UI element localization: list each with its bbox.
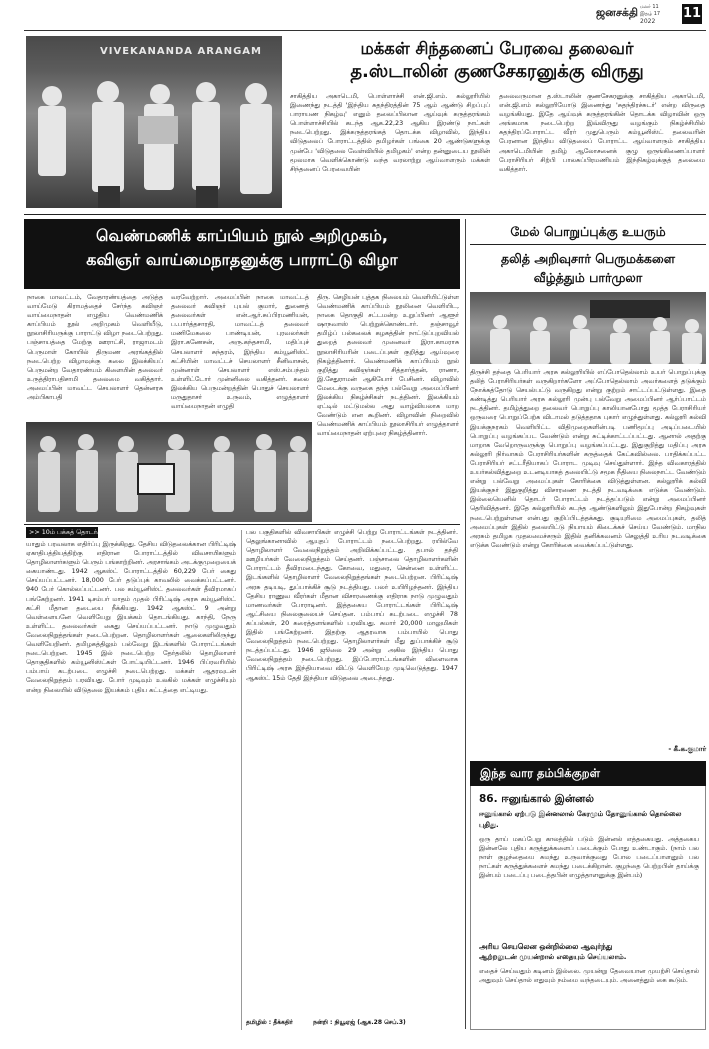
- story3-body: திருச்சி தந்தை பெரியார் அரசு கல்லூரியில் எப்போதெல்லாம் உயர் பொறுப்புக்கு தலித் பேராசிரியர்கள் வருகிறார்களோ அப்போதெல்லாம் அவர்களைத் தடுக்கும் நோக்கத்தோடு செயல்பட்டு வருகிறது என்று குற்றம் சாட்டப்பட்டுள்ளது. இதை கண்டித்து பெரியார் அரசு கல்லூரி முன்பு பல்வேறு அமைப்பினர் ஆர்ப்பாட்டம் நடத்தினர். தமிழ்த்துறை தலைவர் பொறுப்பு காலியானபோது மூத்த பேராசிரியர் ஒருவரை பொறுப்பேற்க விடாமல் தடுத்ததாக புகார் எழுந்துள்ளது. கல்லூரி கல்வி இயக்குநரகம் வெளியிட்ட விதிமுறைகளின்படி பணிமூப்பு அடிப்படையில் பொறுப்பு வழங்கப்பட வேண்டும் என்று சுட்டிக்காட்டப்பட்டது. ஆனால் அதற்கு மாறாக வேறொருவருக்கு பொறுப்பு வழங்கப்பட்டது. இதுகுறித்து மதிப்பு அரசு கல்லூரி நிர்வாகம் பேராசிரியர்களின் கருத்தைக் கேட்கவில்லை. பாதிக்கப்பட்ட பேராசிரியர் சட்டரீதியாகப் போராட முடிவு செய்துள்ளார். இந்த விவகாரத்தில் உயர்கல்வித்துறை உடனடியாகத் தலையிட்டு சமூக நீதியை நிலைநாட்ட வேண்டும் என்று பல்வேறு அமைப்புகள் கோரிக்கை விடுத்துள்ளன. கல்லூரிக் கல்வி இயக்குநர் இதுகுறித்து விசாரணை நடத்தி நடவடிக்கை எடுக்க வேண்டும். இல்லையெனில் தொடர் போராட்டம் நடத்தப்படும் என்று அமைப்பினர் தெரிவித்தனர். இதே கல்லூரியில் கடந்த ஆண்டுகளிலும் இதுபோன்ற நிகழ்வுகள் நடைபெற்றுள்ளன என்பது குறிப்பிடத்தக்கது. குடியுரிமை அமைப்புகள், தலித் அமைப்புகள் இதில் தலையிட்டு நியாயம் கிடைக்கச் செய்ய வேண்டும். மாநில அரசும் தமிழக முதலமைச்சரும் இதில் தனிக்கவனம் செலுத்தி உரிய நடவடிக்கை எடுக்க வேண்டும் என்று கோரிக்கை வைக்கப்பட்டுள்ளது.: [470, 368, 706, 549]
- issue-label: இதழ் 17: [640, 11, 661, 17]
- story3-headline: [470, 222, 706, 287]
- book-release-figures: [26, 422, 312, 522]
- continuation-marker: [26, 527, 106, 538]
- book-release-photo: [26, 422, 312, 522]
- header-rule: [24, 30, 706, 31]
- story2-column-3: திரு. செழியன் புத்தக நிலையம் வெளியிட்டுள்ள வெண்மணிக் காப்பியம் நூலினை வெளியிட, நாகை தொகுதி சட்டமன்ற உறுப்பினர் ஆளூர் ஷாநவாஸ் பெற்றுக்கொண்டார். தஞ்சாவூர் தமிழ்ப் பல்கலைக் கழகத்தின் நாட்டுப்புறவியல் துறைத் தலைவர் முனைவர் இரா.காமராசு நூலாசிரியரின் படைப்புகள் குறித்து ஆய்வுரை நிகழ்த்தினார். வெண்மணிக் காப்பியம் நூல் குறித்து கவிஞர்கள் சித்தார்த்தன், ராணா, இ.சேதுராமன் ஆகியோர் பேசினர். விழாவில் மேடைக்கு வருகை தந்த பல்வேறு அமைப்பினர் இலக்கிய நிகழ்ச்சிகள் நடத்தினர். இலக்கியம் ஏட்டில் மட்டுமல்ல அது வாழ்வியலாக மாற வேண்டும் என கூறினர். விழாவின் நிறைவில் வெண்மணிக் காப்பியம் நூலாசிரியர் எழுத்தாளர் வாய்மைநாதன் ஏற்புரை நிகழ்த்தினார்.: [317, 293, 459, 438]
- story3-byline: - கீ.க.குமார்: [668, 745, 706, 753]
- story3-headline-line1: மேல் பொறுப்புக்கு உயரும்: [470, 222, 706, 245]
- story3-headline-line3: வீழ்த்தும் பார்முலா: [533, 270, 643, 285]
- kural-title: 86. ஈனுங்கால் இன்னல்: [479, 793, 594, 805]
- continuation-credit: [246, 1019, 458, 1027]
- right-column-divider: [465, 219, 466, 1029]
- kural2-text: ஆற்றலுடன் முயன்றால் எதையும் செய்யலாம்.: [479, 953, 627, 961]
- story2-column-1: நாகை மாவட்டம், வேதாரண்யத்தை அடுத்த வாய்மேடு கிராமத்தைச் சேர்ந்த கவிஞர் வாய்மைநாதன் எழுதிய வெண்மணிக் காப்பியம் நூல் அறிமுகம் வெளியீடு, நூலாசிரியருக்கு பாராட்டு விழா நடைபெற்றது. பஞ்சாயத்தை மேற்கு ஊராட்சி, ராஜாமடம் பெருமாள் கோயில் திருமண அரங்கத்தில் நடைபெற்ற விழாவுக்கு கலை இலக்கியப் பெருமன்ற வேதாரண்யம் கிளையின் தலைவர் உருத்திராபதிசாமி தலைமை வகித்தார். அமைப்பின் மாவட்ட செயலாளர் தென்னரசு அம்பிகாபதி: [27, 293, 163, 402]
- masthead: ஜனசக்தி: [596, 6, 638, 19]
- credit-translation: தமிழில் : தீக்கதிர்: [246, 1019, 293, 1026]
- kural-explanation: ஒரு தாய் மகப்பேறு காலத்தில் படும் இன்னல் எத்தகையது. அத்தகைய இன்னலே புதிய கருத்துக்களைப் படைக்கும் போது உண்டாகும். (நாம் பல நாள் குழந்தையை சுமந்து உருவாக்குவது போல படைப்பாளனும் பல நாட்கள் கருத்துக்களைச் சுமந்து படைக்கிறான். குழந்தை பெற்றபின் தாய்க்கு இன்பம் படைப்பு படைத்தபின் எழுத்தாளனுக்கு இன்பம்): [479, 835, 699, 880]
- page-number: 11: [682, 6, 702, 21]
- continuation-marker-text: >> 10ம் பக்கத் தொடர்ச்சி: [29, 528, 106, 536]
- year-label: 2022: [640, 18, 656, 25]
- page-number-badge: [682, 4, 702, 24]
- continuation-column-2: பல பகுதிகளில் விவசாயிகள் எழுச்சி பெற்று போராட்டங்கள் நடத்தினர். தெலுங்கானாவில் ஆயுதப் போராட்டம் நடைபெற்றது. ரயில்வே தொழிலாளர் வேலைநிறுத்தம் அறிவிக்கப்பட்டது. தபால் தந்தி ஊழியர்கள் வேலைநிறுத்தம் செய்தனர். பஞ்சாலை தொழிலாளர்களின் போராட்டம் தீவிரமடைந்தது. கோவை, மதுரை, சென்னை உள்ளிட்ட இடங்களில் தொழிலாளர் வேலைநிறுத்தங்கள் நடைபெற்றன. பிரிட்டிஷ் அரசு தடியடி, துப்பாக்கிச் சூடு நடத்தியது. பலர் உயிரிழந்தனர். இந்திய தேசிய ராணுவ வீரர்கள் மீதான விசாரணைக்கு எதிராக நாடு முழுவதும் மாணவர்கள் போராடினர். இத்தகைய போராட்டங்கள் பிரிட்டிஷ் ஆட்சியை நிலைகுலையச் செய்தன. பம்பாய் கடற்படை எழுச்சி 78 கப்பல்கள், 20 கரைத்தளங்களில் பரவியது. சுமார் 20,000 மாலுமிகள் இதில் பங்கேற்றனர். இதற்கு ஆதரவாக பம்பாயில் பொது வேலைநிறுத்தம் நடைபெற்றது. தொழிலாளர்கள் மீது துப்பாக்கிச் சூடு நடத்தப்பட்டது. 1946 ஜூலை 29 அன்று அகில இந்திய பொது வேலைநிறுத்தம் நடைபெற்றது. இப்போராட்டங்களின் விளைவாக பிரிட்டிஷ் அரசு இந்தியாவை விட்டு வெளியேற முடிவெடுத்தது. 1947 ஆகஸ்ட் 15ம் தேதி இந்தியா விடுதலை அடைந்தது.: [246, 528, 458, 682]
- story2-headline-line2: கவிஞர் வாய்மைநாதனுக்கு பாராட்டு விழா: [86, 250, 398, 269]
- story2-bottom-rule: [24, 524, 460, 525]
- story2-headline-box: [24, 219, 460, 289]
- photo-banner-text: VIVEKANANDA ARANGAM: [100, 46, 262, 57]
- credit-source: நன்றி : நியூஏஜ் (ஆக.28 செப்.3): [313, 1019, 406, 1026]
- story1-headline-line2: த.ஸ்டாலின் குணசேகரனுக்கு விருது: [350, 61, 644, 82]
- protest-photo: [470, 292, 706, 364]
- kural2-title: அரிய செயலென ஒன்றில்லை ஆவுர்ந்து: [479, 942, 613, 951]
- thirukkural-heading-box: [470, 761, 706, 786]
- protest-figures: [470, 292, 706, 364]
- award-ceremony-photo: [26, 36, 282, 208]
- kural-text: ஈனுங்கால் ஏற்படு இன்னலால் கேரமும் தோனுங்கால் தொல்லை புதிது.: [479, 810, 682, 829]
- story2-column-2: வரவேற்றார். அமைப்பின் நாகை மாவட்டத் தலைவர் கவிஞர் புயல் குமார், துணைத் தலைவர்கள் என்.ஆர்.சுப்பிரமணியன், ப.பார்த்தசாரதி, மாவட்டத் தலைவர் மணிமேகலை பாண்டியன், புரவலர்கள் இரா.கணேசன், அரு.கந்தசாமி, மதிப்புச் செயலாளர் சுந்தரம், இந்திய கம்யூனிஸ்ட் கட்சியின் மாவட்டச் செயலாளர் சீனிவாசன், முன்னாள் செயலாளர் எஸ்.சம்பந்தம் உள்ளிட்டோர் முன்னிலை வகித்தனர். கலை இலக்கிய பெருமன்றத்தின் பொதுச் செயலாளர் மருதுதாசர் உருவம், எழுத்தாளர் வாய்மைநாதன் எழுதி: [171, 293, 309, 411]
- story1-bottom-rule: [24, 214, 706, 215]
- story1-column-1: சாகித்திய அகாடெமி, பொள்ளாச்சி என்.ஜி.எம். கல்லூரியில் இணைந்து நடத்தி 'இந்திய சுதந்திரத்தின் 75 ஆம் ஆண்டு சிறப்புப் பாராயண நிகழ்வு' எனும் தலைப்பிலான ஆய்வுக் கருத்தரங்கம் பொள்ளாச்சியில் கடந்த ஆக.22,23 ஆகிய இரண்டு நாட்கள் நடைபெற்றது. இக்கருத்தரங்கத் தொடக்க விழாவில், இந்திய விடுதலைப் போராட்டத்தில் தமிழர்கள் பங்கை 20 ஆண்டுகளுக்கு முன்பே 'விடுதலை வேள்வியில் தமிழகம்' என்ற தன்னுடைய நூலின் மூலமாக வெளிக்கொண்டு வந்த வரலாற்று ஆய்வாளரும் மக்கள் சிந்தனைப் பேரவையின்: [290, 92, 490, 173]
- story1-headline: [288, 38, 706, 84]
- continuation-column-1: யாதும் பரவலாக எதிர்ப்பு இருக்கிறது. தேசிய விடுதலைக்கான பிரிட்டிஷ் ஏகாதிபத்தியத்திற்கு எதிரான போராட்டத்தில் விவசாயிகளும் தொழிலாளர்களும் பெரும் பங்காற்றினர். அரசாங்கம் அடக்குமுறையைக் கையாண்டது. 1942 ஆகஸ்ட் போராட்டத்தில் 60,229 பேர் கைது செய்யப்பட்டனர். 18,000 பேர் தடுப்புக் காவலில் வைக்கப்பட்டனர். 940 பேர் கொல்லப்பட்டனர். பல கம்யூனிஸ்ட் தலைவர்கள் தீவிரமாகப் பங்கேற்றனர். 1941 டிசம்பர் மாதம் முதல் பிரிட்டிஷ் அரசு கம்யூனிஸ்ட் கட்சி மீதான தடையை நீக்கியது. 1942 ஆகஸ்ட் 9 அன்று வெள்ளையனே வெளியேறு இயக்கம் தொடங்கியது. காந்தி, நேரு உள்ளிட்ட தலைவர்கள் கைது செய்யப்பட்டனர். நாடு முழுவதும் வேலைநிறுத்தங்கள் நடைபெற்றன. தொழிலாளர்கள் ஆலைகளிலிருந்து வெளியேறினர். தமிழகத்திலும் பல்வேறு இடங்களில் போராட்டங்கள் நடைபெற்றன. 1945 இல் நடைபெற்ற தேர்தலில் தொழிலாளர் தொகுதிகளில் கம்யூனிஸ்ட்கள் போட்டியிட்டனர். 1946 பிப்ரவரியில் பம்பாய் கடற்படை எழுச்சி நடைபெற்றது. மக்கள் ஆதரவுடன் வேலைநிறுத்தம் பரவியது. போர் முடிவும் உலகில் மக்கள் எழுச்சியும் என்ற நிலையில் விடுதலை இயக்கம் புதிய கட்டத்தை எட்டியது.: [26, 540, 236, 694]
- story2-headline-line1: வெண்மணிக் காப்பியம் நூல் அறிமுகம்,: [95, 226, 388, 245]
- volume-label: மலர் 11: [640, 4, 659, 10]
- continuation-divider: [241, 530, 242, 1030]
- thirukkural-heading: இந்த வார தம்பிக்குறள்: [480, 766, 600, 780]
- story3-headline-line2: தலித் அறிவுசார் பெருமக்களை: [500, 251, 676, 266]
- story1-column-2: தலைவருமான த.ஸ்டாலின் குணசேகரனுக்கு சாகித்திய அகாடெமி, என்.ஜி.எம் கல்லூரியோடு இணைந்து 'சுதந்திரச்சுடர்' என்ற விருதை வழங்கியது. இதே ஆய்வுக் கருத்தரங்கின் தொடக்க விழாவின் ஒரு அங்கமாக நடைபெற்ற இவ்விருது வழங்கும் நிகழ்ச்சியில் சுதந்திரப்போராட்ட வீரர் முதுபெரும் கம்யூனிஸ்ட் தலைவரின் பேரனான இந்திய விடுதலைப் போராட்ட ஆய்வாளரும் சாகித்திய அகாடெமியின் தமிழ் ஆலோசனைக் குழு ஒருங்கிணைப்பாளர் பேராசிரியர் சிற்பி பாலசுப்பிரமணியம் இந்நிகழ்வுக்குத் தலைமை வகித்தார்.: [499, 92, 705, 173]
- photo-figures: [26, 66, 282, 208]
- thirukkural-box: [470, 786, 706, 1030]
- story1-headline-line1: மக்கள் சிந்தனைப் பேரவை தலைவர்: [360, 39, 634, 58]
- kural2-explanation: எதைச் செய்வதும் கடினம் இல்லை. முயன்று தேவையான முயற்சி செய்தால் அதுவும் செய்தால் எதுவும் நம்மை வந்தடையும். அனைத்தும் கை கூடும்.: [479, 967, 699, 985]
